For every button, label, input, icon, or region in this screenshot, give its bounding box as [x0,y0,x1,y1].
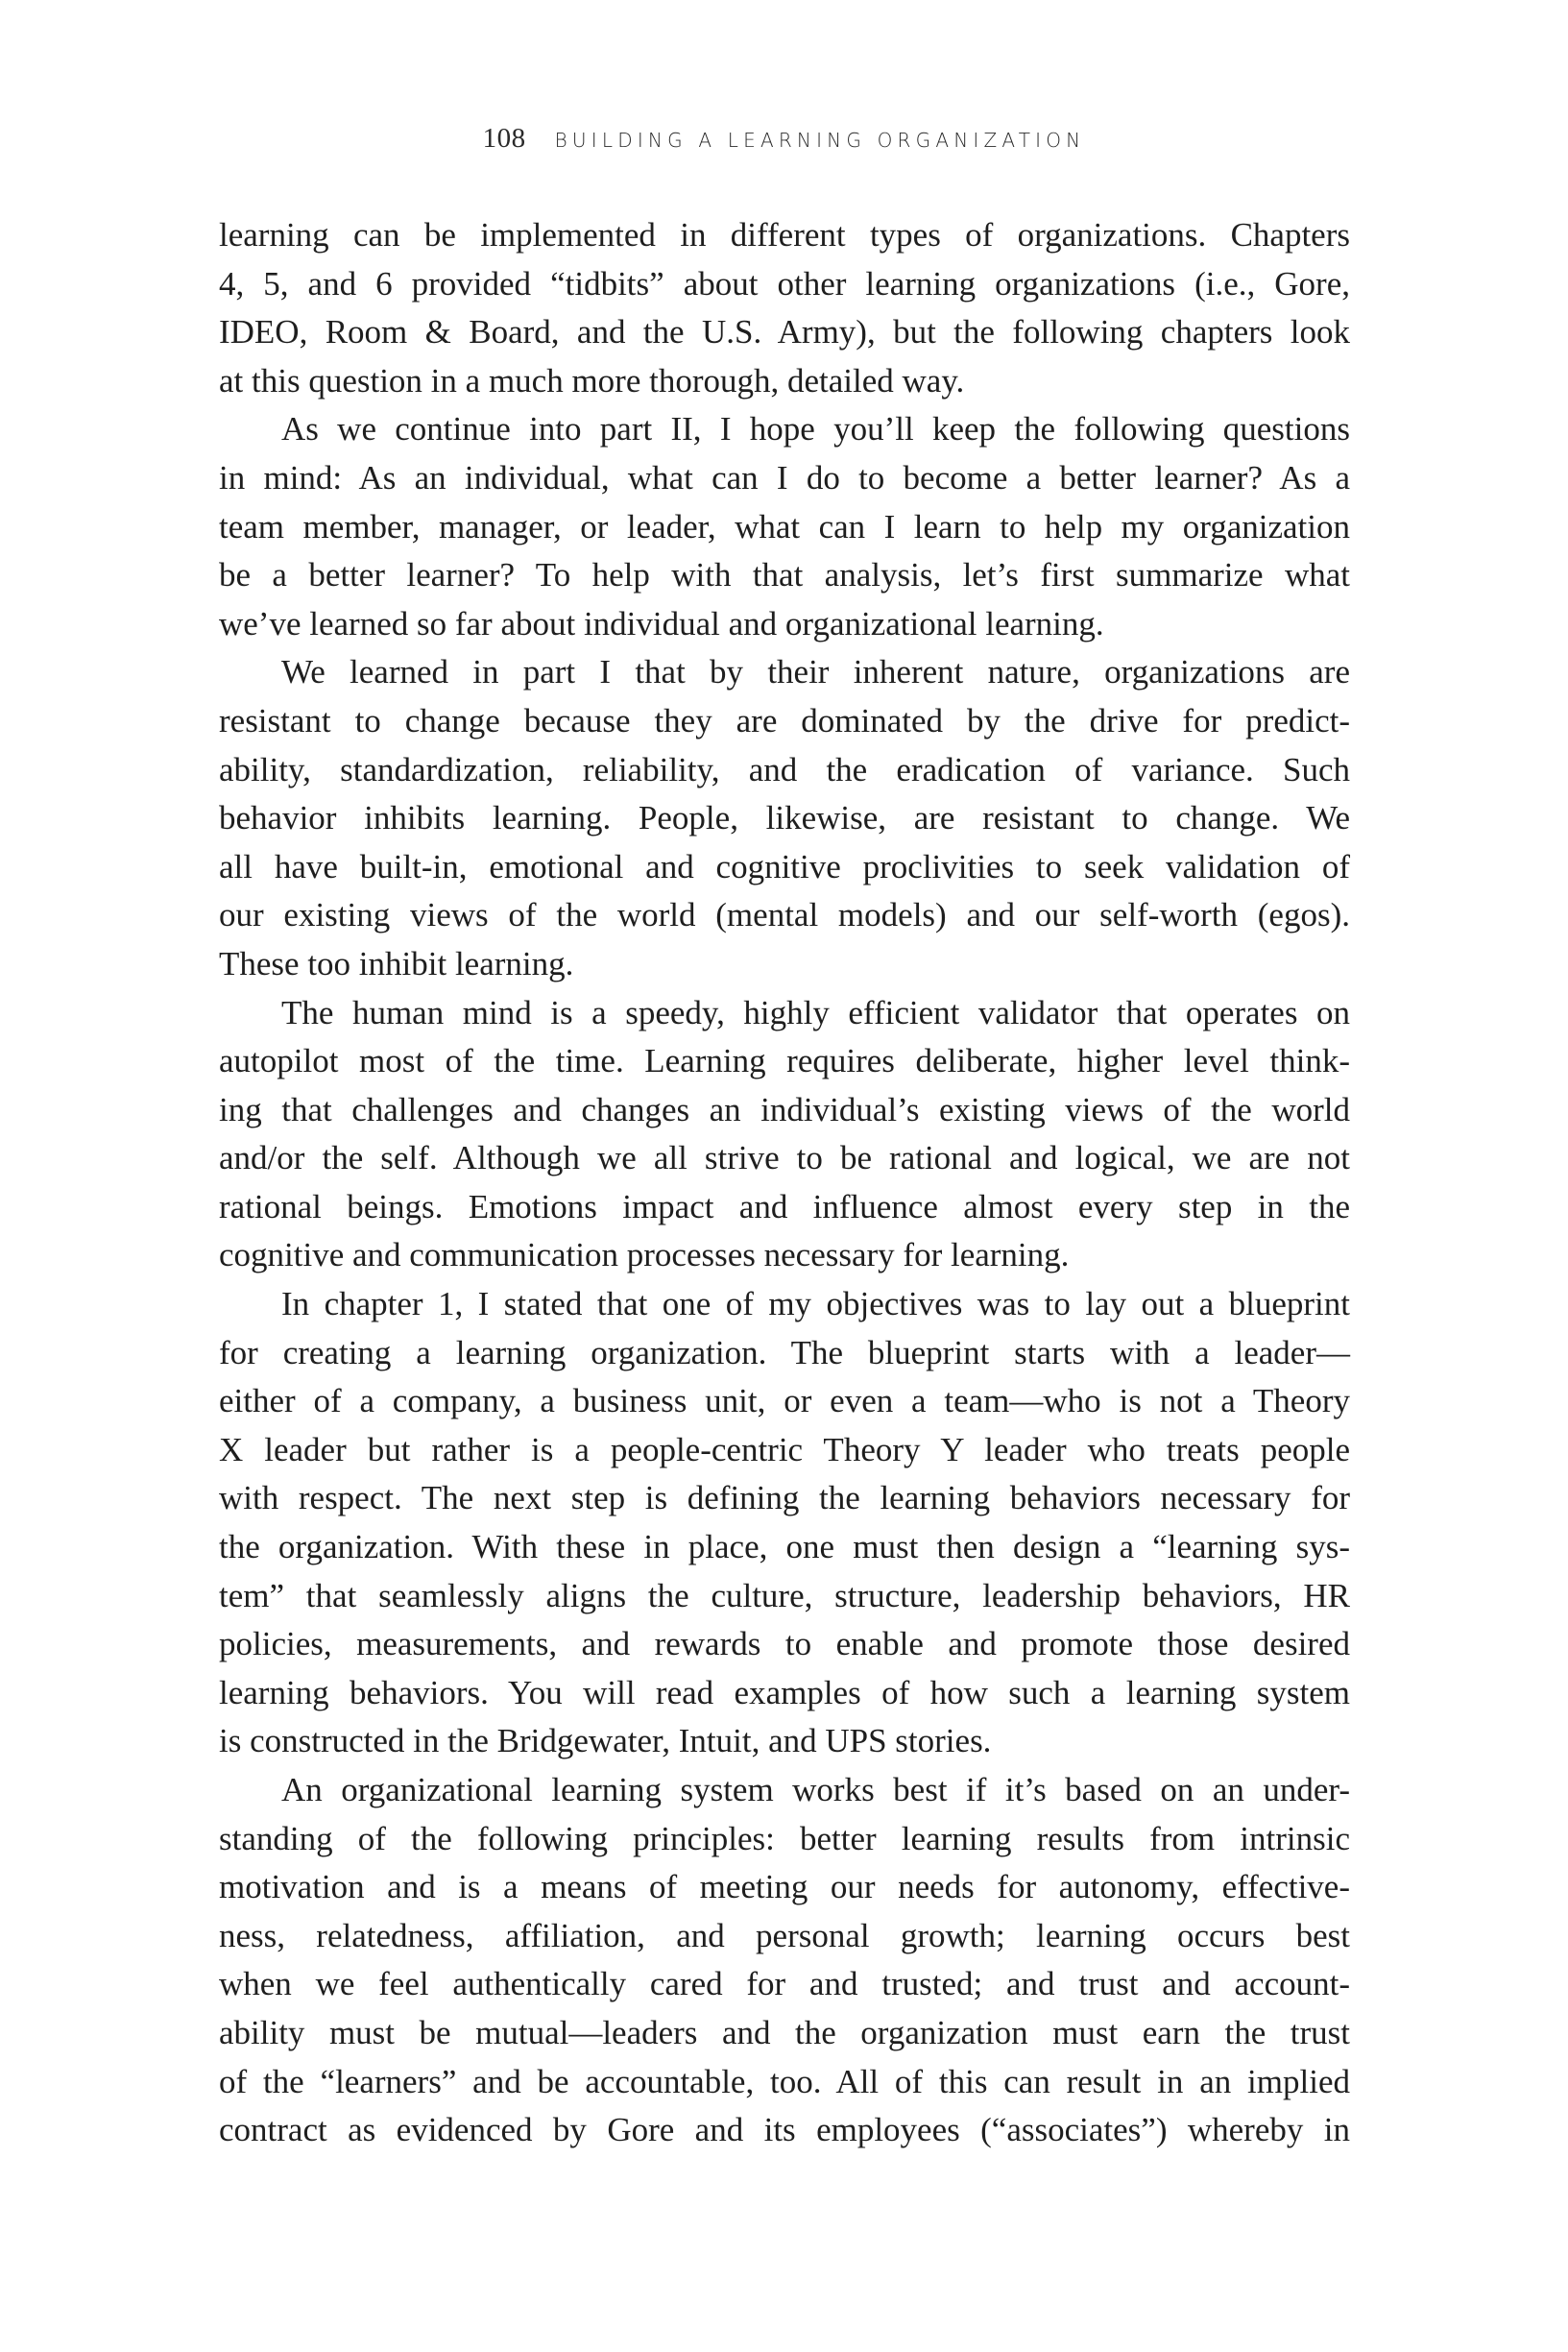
text-line: 4, 5, and 6 provided “tidbits” about other learning organizations (i.e., Gore, [219,264,1350,303]
text-line: the organization. With these in place, one must then design a “learning sys- [219,1528,1350,1566]
paragraph [219,1280,1350,1766]
text-line: contract as evidenced by Gore and its employees (“associates”) whereby in [219,2111,1350,2149]
text-line: motivation and is a means of meeting our needs for autonomy, effective- [219,1868,1350,1906]
text-line: ability, standardization, reliability, and the eradication of variance. Such [219,750,1350,788]
text-line: tem” that seamlessly aligns the culture, structure, leadership behaviors, HR [219,1576,1350,1614]
text-line: of the “learners” and be accountable, too. All of this can result in an implied [219,2062,1350,2100]
text-line: with respect. The next step is defining the learning behaviors necessary for [219,1479,1350,1517]
text-line: In chapter 1, I stated that one of my objectives was to lay out a blueprint [281,1285,1350,1323]
text-line: These too inhibit learning. [219,944,574,982]
text-line: The human mind is a speedy, highly efficient validator that operates on [281,993,1350,1031]
text-line: resistant to change because they are dominated by the drive for predict- [219,701,1350,740]
text-line: for creating a learning organization. The blueprint starts with a leader— [219,1333,1350,1371]
text-line: ing that challenges and changes an individual’s existing views of the world [219,1090,1350,1128]
text-line: An organizational learning system works best if it’s based on an under- [281,1771,1350,1808]
text-line: policies, measurements, and rewards to enable and promote those desired [219,1625,1350,1663]
text-line: X leader but rather is a people-centric Theory Y leader who treats people [219,1430,1350,1468]
text-line: at this question in a much more thorough, detailed way. [219,361,965,400]
text-line: learning can be implemented in different types of organizations. Chapters [219,216,1350,254]
text-line: behavior inhibits learning. People, likewise, are resistant to change. We [219,799,1350,837]
text-line: autopilot most of the time. Learning requires deliberate, higher level think- [219,1042,1350,1080]
paragraph [219,1766,1350,2155]
text-line: We learned in part I that by their inherent nature, organizations are [281,653,1350,691]
text-line: all have built-in, emotional and cognitive proclivities to seek validation of [219,847,1350,885]
text-line: learning behaviors. You will read examples of how such a learning system [219,1673,1350,1711]
paragraph [219,989,1350,1281]
text-line: cognitive and communication processes necessary for learning. [219,1236,1070,1274]
text-line: ness, relatedness, affiliation, and personal growth; learning occurs best [219,1916,1350,1954]
text-line: IDEO, Room & Board, and the U.S. Army), but the following chapters look [219,313,1350,352]
text-line: when we feel authentically cared for and trusted; and trust and account- [219,1965,1350,2003]
paragraph [219,648,1350,988]
text-line: we’ve learned so far about individual and organizational learning. [219,604,1104,643]
text-line: rational beings. Emotions impact and influence almost every step in the [219,1187,1350,1225]
page-number: 108 [482,123,526,154]
running-header [0,123,1568,155]
text-line: team member, manager, or leader, what can I learn to help my organization [219,507,1350,546]
text-line: standing of the following principles: better learning results from intrinsic [219,1819,1350,1857]
text-line: ability must be mutual—leaders and the organization must earn the trust [219,2013,1350,2051]
paragraph [219,211,1350,405]
text-line: As we continue into part II, I hope you’ll keep the following questions [281,410,1350,449]
text-line: in mind: As an individual, what can I do to become a better learner? As a [219,458,1350,497]
text-line: is constructed in the Bridgewater, Intuit, and UPS stories. [219,1722,992,1760]
paragraph [219,405,1350,648]
text-line: be a better learner? To help with that analysis, let’s first summarize what [219,556,1350,594]
text-line: either of a company, a business unit, or even a team—who is not a Theory [219,1382,1350,1420]
body-text [219,211,1350,2155]
running-title: BUILDING A LEARNING ORGANIZATION [554,129,1086,152]
text-line: our existing views of the world (mental models) and our self-worth (egos). [219,896,1350,934]
text-line: and/or the self. Although we all strive to be rational and logical, we are not [219,1139,1350,1177]
